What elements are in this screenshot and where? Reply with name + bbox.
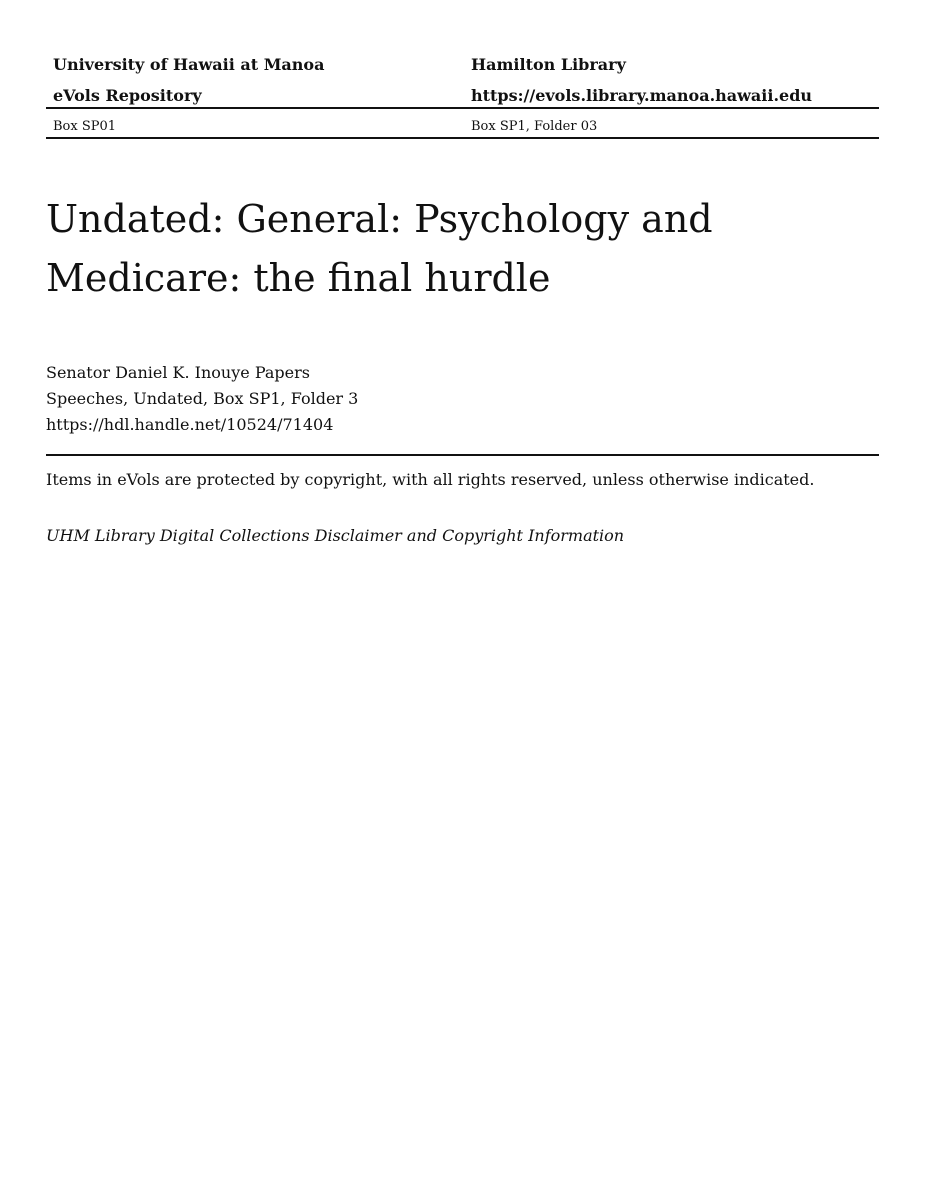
document-title — [46, 190, 806, 308]
copyright-notice: Items in eVols are protected by copyright, with all rights reserved, unless otherwise indicated. — [46, 470, 815, 489]
collection-name: Senator Daniel K. Inouye Papers — [46, 363, 310, 382]
folder-label: Box SP1, Folder 03 — [471, 119, 598, 134]
header-divider — [46, 107, 879, 109]
title-line-1: Undated: General: Psychology and — [46, 197, 713, 241]
box-label: Box SP01 — [53, 119, 117, 134]
header-bottom-divider — [46, 137, 879, 139]
item-location: Speeches, Undated, Box SP1, Folder 3 — [46, 389, 359, 408]
library-name: Hamilton Library — [471, 55, 626, 74]
content-divider — [46, 454, 879, 456]
disclaimer-link[interactable]: UHM Library Digital Collections Disclaimer and Copyright Information — [46, 526, 625, 545]
institution-name: University of Hawaii at Manoa — [53, 55, 325, 74]
handle-link[interactable]: https://hdl.handle.net/10524/71404 — [46, 415, 334, 434]
header-row-1 — [46, 55, 879, 79]
repository-name: eVols Repository — [53, 86, 202, 105]
repository-url[interactable]: https://evols.library.manoa.hawaii.edu — [471, 86, 813, 105]
title-line-2: Medicare: the final hurdle — [46, 256, 551, 300]
